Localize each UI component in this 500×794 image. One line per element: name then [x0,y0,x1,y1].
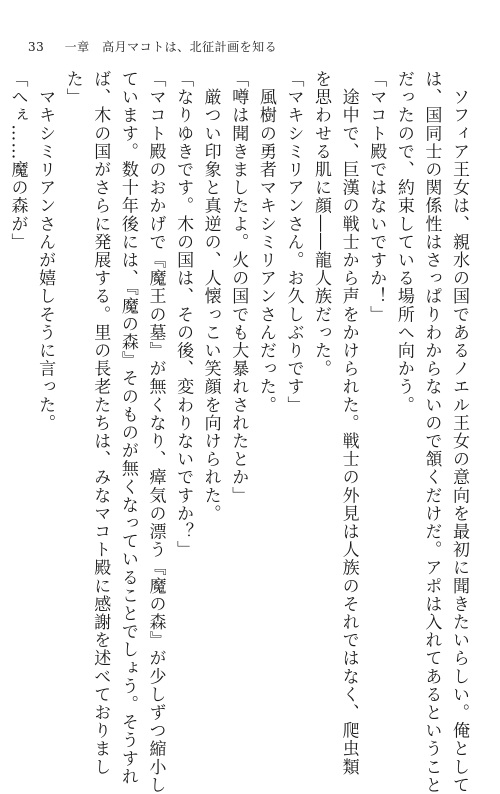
text-line: 「へぇ……魔の森が」 [7,70,28,251]
text-line: だったので、約束している場所へ向かう。 [393,70,414,414]
text-line: 途中で、巨漢の戦士から声をかけられた。戦士の外見は人族のそれではなく、爬虫類 [338,70,359,776]
running-header [28,38,277,55]
text-line: 「マキシミリアンさん。お久しぶりです」 [283,70,304,414]
text-line: ば、木の国がさらに発展する。里の長老たちは、みなマコト殿に感謝を述べておりまし [90,70,111,776]
text-line: た」 [62,70,83,107]
text-line: 風樹の勇者マキシミリアンさんだった。 [255,70,276,414]
text-line: 「なりゆきです。木の国は、その後、変わりないですか？」 [173,70,194,559]
chapter-title: 一章 高月マコトは、北征計画を知る [64,40,278,54]
text-line: 厳つい印象と真逆の、人懐っこい笑顔を向けられた。 [200,70,221,523]
text-line: 「噂は聞きましたよ。火の国でも大暴れされたとか」 [228,70,249,505]
text-line: 「マコト殿ではないですか！」 [366,70,387,324]
text-line: を思わせる肌に顔――龍人族だった。 [311,70,332,378]
text-line: マキシミリアンさんが嬉しそうに言った。 [35,70,56,432]
text-line: 「マコト殿のおかげで『魔王の墓』が無くなり、瘴気の漂う『魔の森』が少しずつ縮小し [145,70,166,794]
text-line: は、国同士の関係性はさっぱりわからないので頷くだけだ。アポは入れてあるということ [421,70,442,794]
page-number: 33 [28,40,45,54]
vertical-body-text [7,70,472,794]
text-line: ています。数十年後には、『魔の森』そのものが無くなっていることでしょう。そうすれ [117,70,138,786]
text-line: ソフィア王女は、親水の国であるノエル王女の意向を最初に聞きたいらしい。俺として [449,70,469,794]
